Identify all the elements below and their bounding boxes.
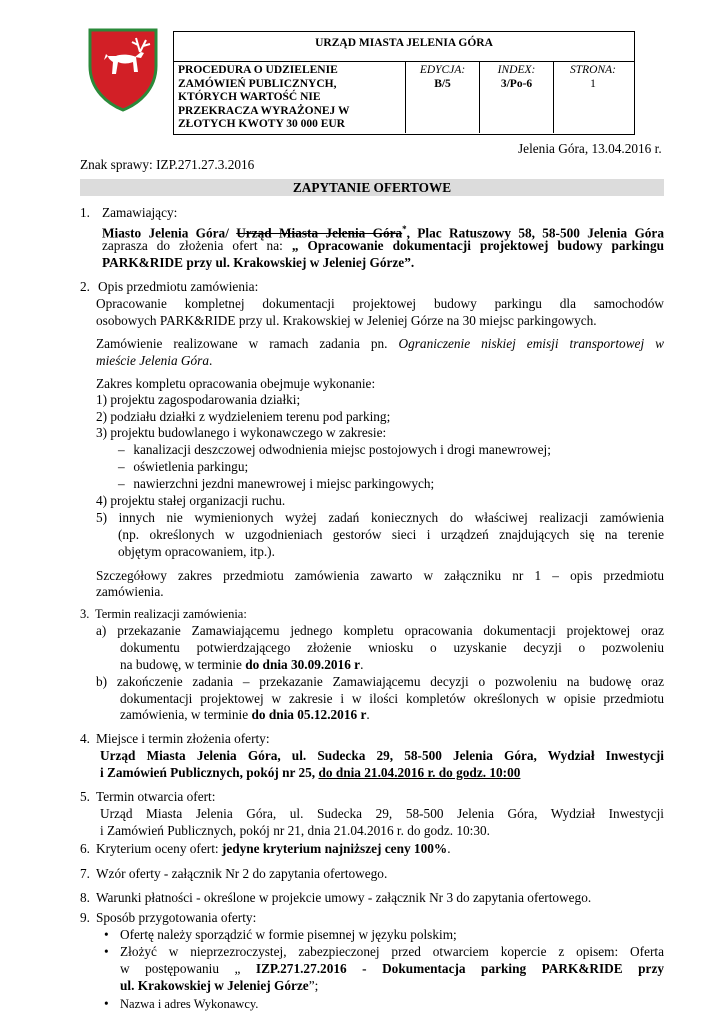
section-number: 6. [80, 841, 90, 856]
list-item: dokumentu potwierdzającego złożenie wniosku o uzyskanie decyzji o pozwoleniu [120, 640, 664, 655]
submission-place: Urząd Miasta Jelenia Góra, ul. Sudecka 29, 58-500 Jelenia Góra, Wydział Inwestycji [100, 748, 664, 763]
section-number: 1. [80, 205, 90, 220]
paragraph-line: zamówienia. [96, 584, 164, 599]
list-item: 1) projektu zagospodarowania działki; [96, 392, 301, 407]
list-item: b) zakończenie zadania – przekazanie Zamawiającemu decyzji o pozwoleniu na budowę oraz [96, 674, 664, 689]
list-item: ul. Krakowskiej w Jeleniej Górze”; [120, 978, 319, 993]
list-item: (np. określonych w uzgodnieniach gestorów sieci i urządzeń znajdujących się na terenie [118, 527, 664, 542]
place-date: Jelenia Góra, 13.04.2016 r. [518, 141, 662, 156]
paragraph-line: mieście Jelenia Góra. [96, 353, 213, 368]
list-item: 4) projektu stałej organizacji ruchu. [96, 493, 286, 508]
list-item: Ofertę należy sporządzić w formie pisemnej w języku polskim; [120, 927, 457, 942]
section-heading: Miejsce i termin złożenia oferty: [96, 731, 270, 746]
list-item: zamówienia, w terminie do dnia 05.12.2016 r. [120, 707, 370, 722]
list-item: – kanalizacji deszczowej odwodnienia miejsc postojowych i drogi manewrowej; [118, 442, 551, 457]
section-number: 7. [80, 866, 90, 881]
section-heading: Opis przedmiotu zamówienia: [98, 279, 259, 294]
paragraph-line: osobowych PARK&RIDE przy ul. Krakowskiej w Jeleniej Górze na 30 miejsc parkingowych. [96, 313, 597, 328]
section-number: 3. [80, 607, 90, 621]
list-item: 2) podziału działki z wydzieleniem terenu pod parking; [96, 409, 391, 424]
paragraph-line: Opracowanie kompletnej dokumentacji projektowej budowy parkingu dla samochodów [96, 296, 664, 311]
section-number: 2. [80, 279, 90, 294]
list-item: Złożyć w nieprzezroczystej, zabezpieczonej przed otwarciem kopercie z opisem: Oferta [120, 944, 664, 959]
opening-place: Urząd Miasta Jelenia Góra, ul. Sudecka 29, 58-500 Jelenia Góra, Wydział Inwestycji [100, 806, 664, 821]
section-heading: Zamawiający: [102, 205, 178, 220]
list-item: dokumentacji projektowej w zakresie i w ilości kompletów określonych w opisie przedmiotu [120, 691, 664, 706]
document-title: ZAPYTANIE OFERTOWE [80, 179, 664, 196]
list-item: 3) projektu budowlanego i wykonawczego w zakresie: [96, 425, 387, 440]
jelenia-gora-coat-of-arms [86, 26, 160, 112]
opening-date: i Zamówień Publicznych, pokój nr 21, dnia 21.04.2016 r. do godz. 10:30. [100, 823, 490, 838]
submission-deadline: i Zamówień Publicznych, pokój nr 25, do dnia 21.04.2016 r. do godz. 10:00 [100, 765, 521, 780]
section-number: 4. [80, 731, 90, 746]
paragraph-line: Szczegółowy zakres przedmiotu zamówienia zawarto w załączniku nr 1 – opis przedmiotu [96, 568, 664, 583]
procedure-header-table [173, 31, 635, 135]
list-item: w postępowaniu „ IZP.271.27.2016 - Dokumentacja parking PARK&RIDE przy [120, 961, 664, 976]
section-heading: Sposób przygotowania oferty: [96, 910, 257, 925]
section-heading: Termin realizacji zamówienia: [95, 607, 247, 621]
paragraph-line: Zakres kompletu opracowania obejmuje wykonanie: [96, 376, 376, 391]
index-cell: INDEX: 3/Po-6 [480, 62, 554, 133]
section-number: 5. [80, 789, 90, 804]
section-text: Wzór oferty - załącznik Nr 2 do zapytania ofertowego. [96, 866, 388, 881]
office-name: URZĄD MIASTA JELENIA GÓRA [174, 32, 634, 62]
list-item: Nazwa i adres Wykonawcy. [120, 997, 259, 1011]
list-item: – nawierzchni jezdni manewrowej i miejsc parkingowych; [118, 476, 435, 491]
bullet: • [104, 927, 109, 942]
section-text: Warunki płatności - określone w projekcie umowy - załącznik Nr 3 do zapytania ofertowego. [96, 890, 592, 905]
contracting-party-line: Miasto Jelenia Góra/ Urząd Miasta Jelenia Góra*, Plac Ratuszowy 58, 58-500 Jelenia Góra [102, 224, 664, 241]
page-cell: STRONA: 1 [570, 64, 616, 90]
list-item: objętym opracowaniem, itp.). [118, 544, 275, 559]
section-number: 9. [80, 910, 90, 925]
list-item: a) przekazanie Zamawiającemu jednego kompletu opracowania dokumentacji projektowej oraz [96, 623, 664, 638]
bullet: • [104, 944, 109, 959]
invitation-line: zaprasza do złożenia ofert na: „ Opracowanie dokumentacji projektowej budowy parkingu [102, 238, 664, 253]
procedure-title: PROCEDURA O UDZIELENIE ZAMÓWIEŃ PUBLICZNYCH, KTÓRYCH WARTOŚĆ NIE PRZEKRACZA WYRAŻONEJ W ZŁOTYCH KWOTY 30 000 EUR [174, 62, 406, 133]
section-heading: Termin otwarcia ofert: [96, 789, 216, 804]
bullet: • [104, 996, 109, 1011]
list-item: na budowę, w terminie do dnia 30.09.2016 r. [120, 657, 364, 672]
list-item: – oświetlenia parkingu; [118, 459, 249, 474]
list-item: 5) innych nie wymienionych wyżej zadań koniecznych do właściwej realizacji zamówienia [96, 510, 664, 525]
evaluation-criterion: Kryterium oceny ofert: jedyne kryterium najniższej ceny 100%. [96, 841, 451, 856]
section-number: 8. [80, 890, 90, 905]
edition-cell: EDYCJA: B/5 [406, 62, 480, 133]
paragraph-line: Zamówienie realizowane w ramach zadania pn. Ograniczenie niskiej emisji transportowej w [96, 336, 665, 351]
invitation-line: PARK&RIDE przy ul. Krakowskiej w Jeleniej Górze”. [102, 255, 415, 270]
case-number: Znak sprawy: IZP.271.27.3.2016 [80, 157, 255, 172]
